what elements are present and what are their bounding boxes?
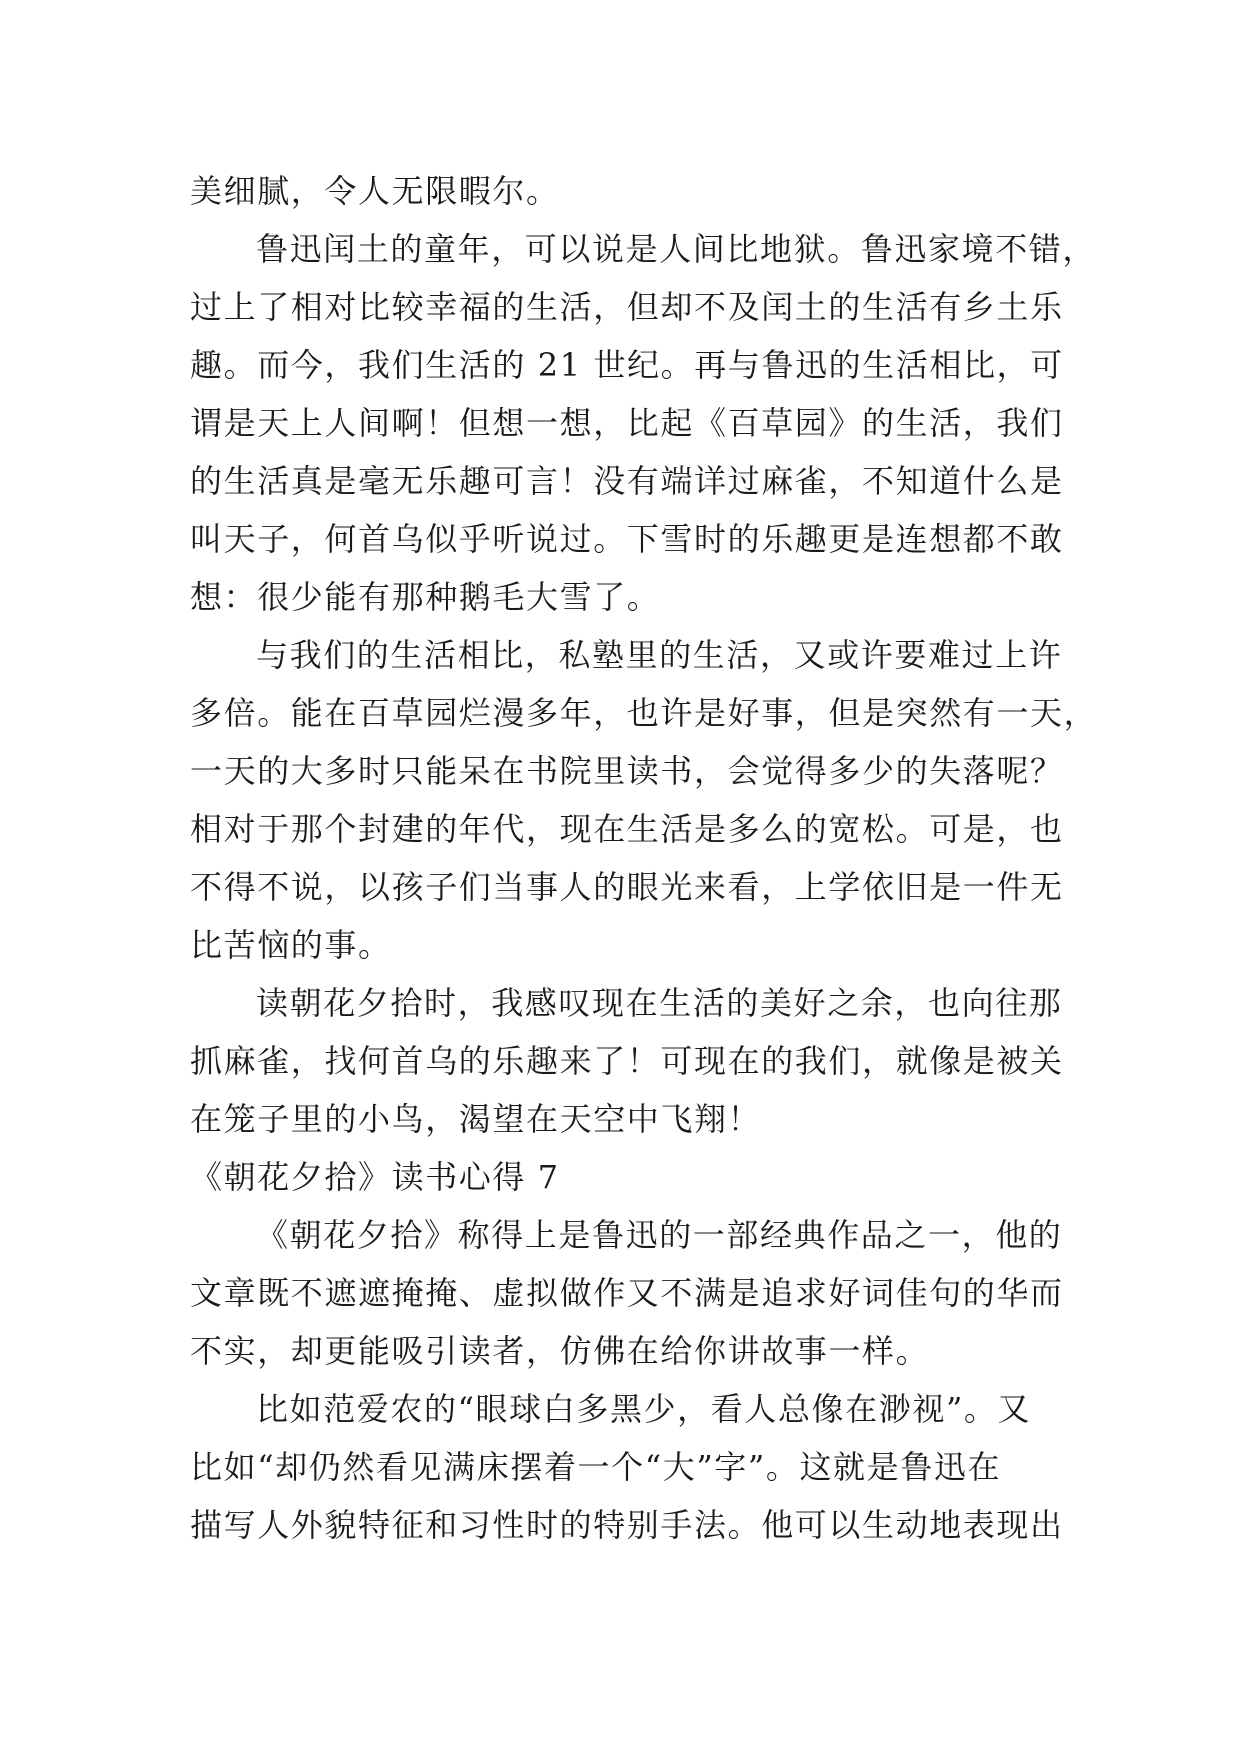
paragraph-start-line: 鲁迅闰土的童年，可以说是人间比地狱。鲁迅家境不错， — [256, 230, 1097, 268]
text-line: 描写人外貌特征和习性时的特别手法。他可以生动地表现出 — [190, 1506, 1064, 1544]
paragraph-start-line: 与我们的生活相比，私塾里的生活，又或许要难过上许 — [256, 636, 1063, 674]
text-line: 过上了相对比较幸福的生活，但却不及闰土的生活有乡土乐 — [190, 288, 1064, 326]
text-line: 谓是天上人间啊！但想一想，比起《百草园》的生活，我们 — [190, 404, 1064, 442]
text-line: 文章既不遮遮掩掩、虚拟做作又不满是追求好词佳句的华而 — [190, 1274, 1064, 1312]
text-line: 多倍。能在百草园烂漫多年，也许是好事，但是突然有一天， — [190, 694, 1098, 732]
text-line: 叫天子，何首乌似乎听说过。下雪时的乐趣更是连想都不敢 — [190, 520, 1064, 558]
text-line: 美细腻，令人无限暇尔。 — [190, 172, 560, 210]
text-line: 不得不说，以孩子们当事人的眼光来看，上学依旧是一件无 — [190, 868, 1064, 906]
text-line: 在笼子里的小鸟，渴望在天空中飞翔！ — [190, 1100, 762, 1138]
text-line: 一天的大多时只能呆在书院里读书，会觉得多少的失落呢？ — [190, 752, 1064, 790]
section-heading: 《朝花夕拾》读书心得 7 — [190, 1158, 560, 1196]
text-line: 相对于那个封建的年代，现在生活是多么的宽松。可是，也 — [190, 810, 1064, 848]
text-line: 想：很少能有那种鹅毛大雪了。 — [190, 578, 661, 616]
text-line: 比如“却仍然看见满床摆着一个“大”字”。这就是鲁迅在 — [190, 1448, 1002, 1486]
document-body — [190, 162, 1098, 1554]
paragraph-start-line: 《朝花夕拾》称得上是鲁迅的一部经典作品之一，他的 — [256, 1216, 1063, 1254]
paragraph-start-line: 读朝花夕拾时，我感叹现在生活的美好之余，也向往那 — [256, 984, 1063, 1022]
text-line: 抓麻雀，找何首乌的乐趣来了！可现在的我们，就像是被关 — [190, 1042, 1064, 1080]
paragraph-start-line: 比如范爱农的“眼球白多黑少，看人总像在渺视”。又 — [256, 1390, 1032, 1428]
text-line: 不实，却更能吸引读者，仿佛在给你讲故事一样。 — [190, 1332, 930, 1370]
text-line: 趣。而今，我们生活的 21 世纪。再与鲁迅的生活相比，可 — [190, 346, 1064, 384]
text-line: 的生活真是毫无乐趣可言！没有端详过麻雀，不知道什么是 — [190, 462, 1064, 500]
text-line: 比苦恼的事。 — [190, 926, 392, 964]
